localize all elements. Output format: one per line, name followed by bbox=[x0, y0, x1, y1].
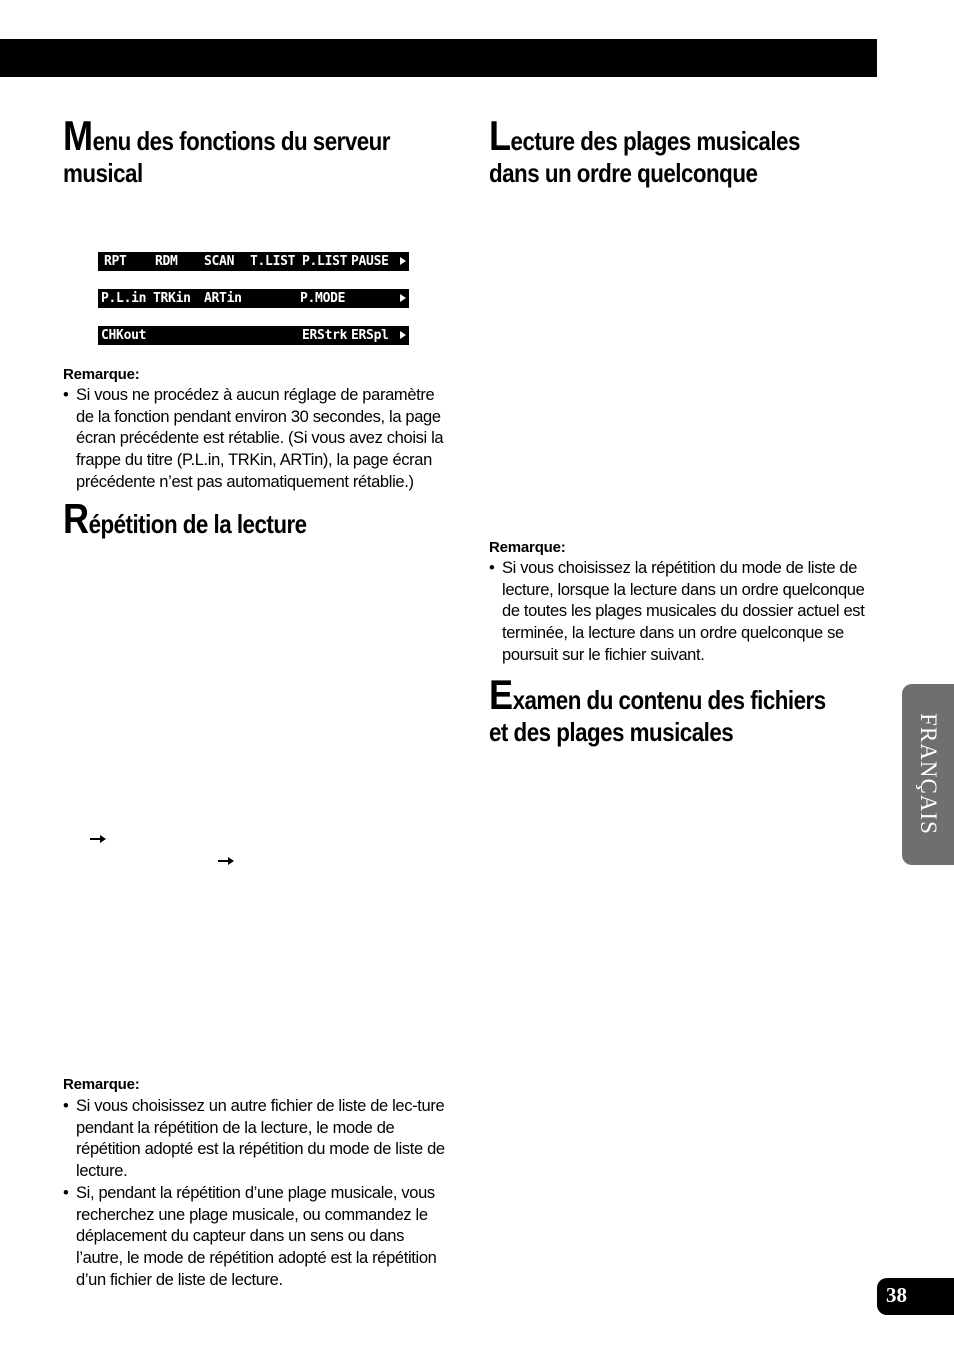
heading-browse-line1: xamen du contenu des fichiers bbox=[512, 685, 826, 715]
remark-item: • Si, pendant la répétition d’une plage musicale, vous recherchez une plage musicale, ou commandez le déplacement du capteur dans un sens ou dans l’autre, le mode de répétition adopté est la répétition d’un fichier de liste de lecture. bbox=[63, 1183, 453, 1292]
arrow-right-icon bbox=[90, 834, 106, 844]
display-item-pmode: P.MODE bbox=[300, 291, 346, 306]
heading-random-line2: dans un ordre quelconque bbox=[489, 158, 758, 188]
heading-browse bbox=[489, 671, 826, 748]
heading-menu-initial: M bbox=[63, 112, 93, 159]
language-label: FRANÇAIS bbox=[916, 713, 941, 835]
heading-repeat bbox=[63, 495, 307, 542]
display-item-plist: P.LIST bbox=[302, 254, 348, 269]
page-number-tab bbox=[877, 1278, 954, 1315]
display-item-rpt: RPT bbox=[104, 254, 127, 269]
display-item-erspl: ERSpl bbox=[351, 328, 389, 343]
remark-list-menu bbox=[63, 385, 449, 494]
remark-list-random bbox=[489, 558, 879, 667]
display-item-plin: P.L.in bbox=[101, 291, 147, 306]
remark-label-menu: Remarque: bbox=[63, 366, 140, 383]
remark-item: • Si vous choisissez la répétition du mode de liste de lecture, lorsque la lecture dans un ordre quelconque de toutes les plages musicales du dossier actuel est terminée, la lecture dans un ordre quelconque se poursuit sur le fichier suivant. bbox=[489, 558, 879, 667]
arrow-right-icon bbox=[400, 331, 406, 339]
heading-browse-line2: et des plages musicales bbox=[489, 717, 734, 747]
display-item-chkout: CHKout bbox=[101, 328, 147, 343]
display-item-tlist: T.LIST bbox=[250, 254, 296, 269]
heading-random bbox=[489, 112, 800, 189]
heading-browse-initial: E bbox=[489, 671, 513, 718]
heading-random-initial: L bbox=[489, 112, 511, 159]
display-item-rdm: RDM bbox=[155, 254, 178, 269]
remark-item: • Si vous ne procédez à aucun réglage de paramètre de la fonction pendant environ 30 secondes, la page écran précédente est rétablie. (Si vous avez choisi la frappe du titre (P.L.in, TRKin, ARTin), la page écran précédente n’est pas automatiquement rétablie.) bbox=[63, 385, 449, 494]
display-item-artin: ARTin bbox=[204, 291, 242, 306]
heading-menu-line2: musical bbox=[63, 158, 143, 188]
display-item-trkin: TRKin bbox=[153, 291, 191, 306]
display-item-pause: PAUSE bbox=[351, 254, 389, 269]
page-number: 38 bbox=[886, 1283, 907, 1307]
language-tab bbox=[902, 684, 954, 865]
display-menu-1 bbox=[98, 252, 409, 271]
heading-repeat-line1: épétition de la lecture bbox=[88, 509, 307, 539]
display-menu-3 bbox=[98, 326, 409, 345]
heading-repeat-initial: R bbox=[63, 495, 89, 542]
display-item-scan: SCAN bbox=[204, 254, 235, 269]
remark-item: • Si vous choisissez un autre fichier de liste de lec-ture pendant la répétition de la lecture, le mode de répétition adopté est la répétition du mode de liste de lecture. bbox=[63, 1096, 453, 1183]
display-menu-2 bbox=[98, 289, 409, 308]
display-item-erstrk: ERStrk bbox=[302, 328, 348, 343]
heading-menu bbox=[63, 112, 391, 189]
arrow-right-icon bbox=[400, 257, 406, 265]
arrow-right-icon bbox=[400, 294, 406, 302]
header-bar bbox=[0, 39, 877, 77]
arrow-right-icon bbox=[218, 856, 234, 866]
remark-label-random: Remarque: bbox=[489, 539, 566, 556]
remark-list-repeat bbox=[63, 1096, 453, 1291]
heading-random-line1: ecture des plages musicales bbox=[510, 126, 800, 156]
heading-menu-line1: enu des fonctions du serveur bbox=[92, 126, 391, 156]
remark-label-repeat: Remarque: bbox=[63, 1076, 140, 1093]
